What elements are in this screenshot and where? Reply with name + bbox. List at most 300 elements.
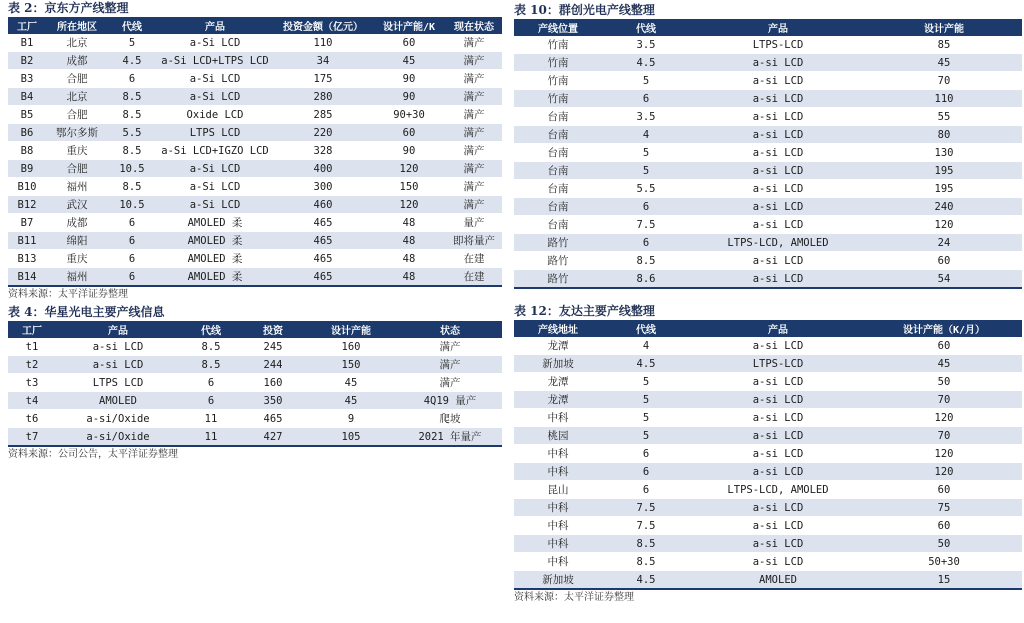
- table-cell: 中科: [514, 517, 602, 535]
- table2-title: 表 2：京东方产线整理: [8, 1, 129, 15]
- table4-header-cell: 状态: [398, 321, 502, 338]
- table-cell: 新加坡: [514, 571, 602, 590]
- table-cell: 合肥: [46, 70, 108, 88]
- table-cell: 台南: [514, 144, 602, 162]
- table-cell: 昆山: [514, 481, 602, 499]
- table-cell: LTPS-LCD, AMOLED: [690, 481, 866, 499]
- table-row: [8, 428, 502, 447]
- table-cell: 爬坡: [398, 410, 502, 428]
- table-cell: 6: [602, 445, 690, 463]
- table-cell: 满产: [446, 106, 502, 124]
- table-cell: B12: [8, 196, 46, 214]
- table2-header-cell: 现在状态: [446, 17, 502, 34]
- table-cell: 6: [180, 392, 242, 410]
- table-cell: t1: [8, 338, 56, 356]
- table-cell: 48: [372, 250, 446, 268]
- table-cell: 4Q19 量产: [398, 392, 502, 410]
- table-cell: a-si LCD: [690, 391, 866, 409]
- table-row: [514, 481, 1022, 499]
- table-cell: 50+30: [866, 553, 1022, 571]
- table-row: [514, 463, 1022, 481]
- table-cell: 90: [372, 70, 446, 88]
- table-cell: 福州: [46, 268, 108, 287]
- table-row: [514, 234, 1022, 252]
- table-cell: 5: [602, 391, 690, 409]
- table12-source: 资料来源：太平洋证券整理: [514, 592, 634, 603]
- table-cell: a-si LCD: [56, 338, 180, 356]
- table-cell: 105: [304, 428, 398, 447]
- table-cell: 465: [274, 214, 372, 232]
- table-cell: a-Si LCD+LTPS LCD: [156, 52, 274, 70]
- table-row: [514, 571, 1022, 590]
- table-cell: 24: [866, 234, 1022, 252]
- table-cell: 465: [274, 250, 372, 268]
- table-row: [8, 356, 502, 374]
- table-cell: 120: [372, 196, 446, 214]
- table-cell: 中科: [514, 535, 602, 553]
- table-cell: 175: [274, 70, 372, 88]
- table-cell: 7.5: [602, 216, 690, 234]
- table-cell: 中科: [514, 499, 602, 517]
- table-cell: 竹南: [514, 90, 602, 108]
- table-cell: 8.5: [602, 252, 690, 270]
- table-cell: 中科: [514, 409, 602, 427]
- table-cell: 5: [602, 427, 690, 445]
- table-cell: a-si LCD: [690, 499, 866, 517]
- table-cell: AMOLED 柔: [156, 214, 274, 232]
- table-cell: B14: [8, 268, 46, 287]
- table-cell: 150: [372, 178, 446, 196]
- table-cell: 90: [372, 142, 446, 160]
- table-cell: a-si LCD: [690, 463, 866, 481]
- table12: [514, 320, 1022, 590]
- table-row: [8, 178, 502, 196]
- table2-header-row: [8, 17, 502, 34]
- table-cell: 460: [274, 196, 372, 214]
- table-cell: 15: [866, 571, 1022, 590]
- table-cell: 55: [866, 108, 1022, 126]
- table-cell: 满产: [446, 124, 502, 142]
- table-cell: 满产: [398, 356, 502, 374]
- table-row: [514, 126, 1022, 144]
- table-cell: 台南: [514, 108, 602, 126]
- table-row: [514, 409, 1022, 427]
- table-cell: 110: [274, 34, 372, 52]
- table-cell: a-si LCD: [690, 180, 866, 198]
- table-cell: 6: [180, 374, 242, 392]
- table-cell: a-si LCD: [690, 445, 866, 463]
- table4-title: 表 4：华星光电主要产线信息: [8, 305, 165, 319]
- table-cell: 台南: [514, 198, 602, 216]
- table-cell: 量产: [446, 214, 502, 232]
- table-cell: LTPS LCD: [56, 374, 180, 392]
- table-cell: a-si LCD: [690, 517, 866, 535]
- table-cell: 350: [242, 392, 304, 410]
- table-row: [514, 180, 1022, 198]
- table-cell: 45: [304, 392, 398, 410]
- table-cell: 160: [304, 338, 398, 356]
- table-cell: B9: [8, 160, 46, 178]
- table-row: [8, 160, 502, 178]
- table-cell: 中科: [514, 553, 602, 571]
- table-cell: a-si LCD: [690, 108, 866, 126]
- table-cell: 130: [866, 144, 1022, 162]
- table-cell: 11: [180, 410, 242, 428]
- table2-header-cell: 产品: [156, 17, 274, 34]
- table-cell: B1: [8, 34, 46, 52]
- table-cell: 路竹: [514, 252, 602, 270]
- table12-body: [514, 337, 1022, 589]
- table-cell: 48: [372, 214, 446, 232]
- table-cell: 6: [602, 234, 690, 252]
- table-cell: 427: [242, 428, 304, 447]
- table-row: [8, 250, 502, 268]
- table-cell: 桃园: [514, 427, 602, 445]
- table10-title: 表 10：群创光电产线整理: [514, 3, 655, 17]
- table-cell: 台南: [514, 126, 602, 144]
- table-cell: 6: [602, 90, 690, 108]
- table4-header-cell: 设计产能: [304, 321, 398, 338]
- table-cell: 75: [866, 499, 1022, 517]
- table-cell: a-si LCD: [690, 409, 866, 427]
- table-cell: a-si LCD: [690, 373, 866, 391]
- table12-header-row: [514, 320, 1022, 337]
- table-cell: 重庆: [46, 250, 108, 268]
- table-cell: t2: [8, 356, 56, 374]
- table-cell: 70: [866, 72, 1022, 90]
- table-cell: a-Si LCD: [156, 196, 274, 214]
- table4-source: 资料来源：公司公告，太平洋证券整理: [8, 449, 178, 460]
- table-cell: a-si LCD: [690, 72, 866, 90]
- table-cell: 在建: [446, 250, 502, 268]
- table-cell: 34: [274, 52, 372, 70]
- table-cell: a-si LCD: [56, 356, 180, 374]
- table-cell: 6: [108, 214, 156, 232]
- table-row: [514, 427, 1022, 445]
- table-row: [514, 108, 1022, 126]
- table-cell: 鄂尔多斯: [46, 124, 108, 142]
- table-cell: 满产: [446, 196, 502, 214]
- table-cell: a-si LCD: [690, 535, 866, 553]
- table-cell: AMOLED: [56, 392, 180, 410]
- table4-header-cell: 工厂: [8, 321, 56, 338]
- table-cell: Oxide LCD: [156, 106, 274, 124]
- table2-section: [8, 0, 502, 303]
- table-cell: 4.5: [108, 52, 156, 70]
- table-cell: 80: [866, 126, 1022, 144]
- table-cell: 7.5: [602, 499, 690, 517]
- table4-header-cell: 投资: [242, 321, 304, 338]
- table-cell: 5: [602, 72, 690, 90]
- table-cell: t3: [8, 374, 56, 392]
- table-cell: 4.5: [602, 54, 690, 72]
- table-cell: a-Si LCD: [156, 34, 274, 52]
- table-row: [514, 252, 1022, 270]
- table-row: [514, 270, 1022, 289]
- table-cell: a-si/Oxide: [56, 410, 180, 428]
- table-cell: t7: [8, 428, 56, 447]
- table-row: [8, 410, 502, 428]
- table2-header-cell: 投资金额（亿元）: [274, 17, 372, 34]
- table-cell: 90+30: [372, 106, 446, 124]
- table-row: [514, 198, 1022, 216]
- table-cell: a-si LCD: [690, 162, 866, 180]
- table-cell: 北京: [46, 88, 108, 106]
- table-cell: 195: [866, 162, 1022, 180]
- table-cell: 5: [602, 144, 690, 162]
- table-cell: 8.5: [108, 106, 156, 124]
- table-cell: 武汉: [46, 196, 108, 214]
- table-cell: B10: [8, 178, 46, 196]
- table-cell: 成都: [46, 52, 108, 70]
- table-cell: 6: [108, 70, 156, 88]
- table-row: [8, 34, 502, 52]
- table-cell: 在建: [446, 268, 502, 287]
- table-cell: 重庆: [46, 142, 108, 160]
- table-cell: 60: [866, 252, 1022, 270]
- table-cell: a-Si LCD: [156, 160, 274, 178]
- table-cell: 45: [866, 355, 1022, 373]
- table-row: [8, 392, 502, 410]
- table-cell: 龙潭: [514, 373, 602, 391]
- table10-header-cell: 代线: [602, 19, 690, 36]
- table-row: [8, 142, 502, 160]
- table12-header-cell: 产线地址: [514, 320, 602, 337]
- table-cell: B2: [8, 52, 46, 70]
- table4-header-row: [8, 321, 502, 338]
- table12-header-cell: 代线: [602, 320, 690, 337]
- table-row: [514, 445, 1022, 463]
- table-cell: B5: [8, 106, 46, 124]
- table-cell: 5: [602, 162, 690, 180]
- table2-header-cell: 工厂: [8, 17, 46, 34]
- table12-header-cell: 产品: [690, 320, 866, 337]
- table2-source: 资料来源：太平洋证券整理: [8, 289, 128, 300]
- table-cell: 满产: [398, 374, 502, 392]
- table-row: [514, 36, 1022, 54]
- table-cell: 成都: [46, 214, 108, 232]
- table-cell: 中科: [514, 463, 602, 481]
- table-cell: 45: [372, 52, 446, 70]
- table-cell: 竹南: [514, 72, 602, 90]
- table-cell: a-Si LCD: [156, 178, 274, 196]
- table-cell: 合肥: [46, 160, 108, 178]
- table-cell: 8.5: [602, 553, 690, 571]
- table-cell: a-si LCD: [690, 126, 866, 144]
- table-cell: 5: [602, 373, 690, 391]
- table10: [514, 19, 1022, 289]
- table-cell: 5.5: [602, 180, 690, 198]
- table-cell: a-si LCD: [690, 427, 866, 445]
- table10-header-row: [514, 19, 1022, 36]
- table-cell: 10.5: [108, 196, 156, 214]
- table-cell: B13: [8, 250, 46, 268]
- table-cell: 245: [242, 338, 304, 356]
- table-row: [514, 162, 1022, 180]
- table-cell: a-si LCD: [690, 54, 866, 72]
- table-row: [514, 373, 1022, 391]
- table-cell: 85: [866, 36, 1022, 54]
- table-cell: 8.6: [602, 270, 690, 289]
- table-cell: 60: [866, 517, 1022, 535]
- table-cell: AMOLED 柔: [156, 232, 274, 250]
- table-cell: 5: [108, 34, 156, 52]
- table-cell: AMOLED 柔: [156, 250, 274, 268]
- table-cell: 即将量产: [446, 232, 502, 250]
- table-cell: 龙潭: [514, 337, 602, 355]
- table-row: [8, 70, 502, 88]
- table-cell: AMOLED 柔: [156, 268, 274, 287]
- table10-header-cell: 产线位置: [514, 19, 602, 36]
- table-row: [514, 517, 1022, 535]
- table-cell: 60: [372, 34, 446, 52]
- table-row: [514, 90, 1022, 108]
- table-cell: B4: [8, 88, 46, 106]
- table-row: [514, 144, 1022, 162]
- table-cell: 465: [274, 268, 372, 287]
- table-cell: B3: [8, 70, 46, 88]
- table-cell: a-si LCD: [690, 198, 866, 216]
- table-cell: a-si LCD: [690, 553, 866, 571]
- table-cell: 8.5: [602, 535, 690, 553]
- table-cell: 9: [304, 410, 398, 428]
- table-row: [8, 232, 502, 250]
- table-cell: 244: [242, 356, 304, 374]
- table-cell: 240: [866, 198, 1022, 216]
- table-cell: 220: [274, 124, 372, 142]
- table-row: [514, 535, 1022, 553]
- table-cell: 竹南: [514, 54, 602, 72]
- table4-header-cell: 代线: [180, 321, 242, 338]
- table4-section: [8, 304, 502, 463]
- table-cell: t4: [8, 392, 56, 410]
- table-cell: 满产: [446, 178, 502, 196]
- table12-header-cell: 设计产能（K/月）: [866, 320, 1022, 337]
- table-cell: 70: [866, 391, 1022, 409]
- table-cell: 120: [866, 445, 1022, 463]
- table-cell: a-si LCD: [690, 270, 866, 289]
- table-cell: 满产: [398, 338, 502, 356]
- table-cell: 4: [602, 337, 690, 355]
- table10-header-cell: 设计产能: [866, 19, 1022, 36]
- table2-body: [8, 34, 502, 286]
- table-cell: AMOLED: [690, 571, 866, 590]
- table-cell: 120: [866, 463, 1022, 481]
- table-cell: a-Si LCD+IGZO LCD: [156, 142, 274, 160]
- table-cell: 300: [274, 178, 372, 196]
- table-row: [8, 88, 502, 106]
- table-row: [8, 106, 502, 124]
- table-row: [8, 268, 502, 287]
- table-cell: 8.5: [108, 88, 156, 106]
- table12-title: 表 12：友达主要产线整理: [514, 304, 655, 318]
- table-cell: LTPS-LCD: [690, 36, 866, 54]
- table-cell: 5: [602, 409, 690, 427]
- table-cell: 4.5: [602, 571, 690, 590]
- table-cell: 6: [602, 463, 690, 481]
- table-cell: 150: [304, 356, 398, 374]
- table-row: [514, 72, 1022, 90]
- table-cell: t6: [8, 410, 56, 428]
- table-cell: 45: [866, 54, 1022, 72]
- table-cell: 6: [602, 481, 690, 499]
- table-cell: 465: [274, 232, 372, 250]
- table2-header-cell: 所在地区: [46, 17, 108, 34]
- table-cell: 60: [372, 124, 446, 142]
- table-cell: 龙潭: [514, 391, 602, 409]
- table-cell: 竹南: [514, 36, 602, 54]
- table4-header-cell: 产品: [56, 321, 180, 338]
- table-cell: a-si LCD: [690, 144, 866, 162]
- table-cell: a-Si LCD: [156, 70, 274, 88]
- table-cell: 160: [242, 374, 304, 392]
- table-cell: 60: [866, 481, 1022, 499]
- table-cell: 195: [866, 180, 1022, 198]
- table-cell: 台南: [514, 162, 602, 180]
- table-row: [8, 214, 502, 232]
- table-cell: 280: [274, 88, 372, 106]
- table-row: [514, 499, 1022, 517]
- table-cell: 中科: [514, 445, 602, 463]
- table-cell: 6: [108, 268, 156, 287]
- table-row: [8, 52, 502, 70]
- table10-header-cell: 产品: [690, 19, 866, 36]
- table-cell: 50: [866, 373, 1022, 391]
- table-cell: 路竹: [514, 270, 602, 289]
- table-cell: 70: [866, 427, 1022, 445]
- table-cell: 8.5: [108, 142, 156, 160]
- table-row: [8, 124, 502, 142]
- table-row: [8, 374, 502, 392]
- table-cell: B11: [8, 232, 46, 250]
- table-cell: 满产: [446, 70, 502, 88]
- table2-header-cell: 代线: [108, 17, 156, 34]
- table4: [8, 321, 502, 447]
- table-cell: 满产: [446, 34, 502, 52]
- table-cell: 50: [866, 535, 1022, 553]
- table-cell: 90: [372, 88, 446, 106]
- table-cell: 台南: [514, 216, 602, 234]
- table-cell: 11: [180, 428, 242, 447]
- table-cell: a-si LCD: [690, 216, 866, 234]
- table-row: [514, 337, 1022, 355]
- table2: [8, 17, 502, 287]
- table-row: [514, 391, 1022, 409]
- table-row: [8, 338, 502, 356]
- table-cell: B6: [8, 124, 46, 142]
- table-cell: 120: [866, 216, 1022, 234]
- table-cell: 10.5: [108, 160, 156, 178]
- table-cell: 新加坡: [514, 355, 602, 373]
- table10-body: [514, 36, 1022, 288]
- table-row: [514, 54, 1022, 72]
- table-cell: 54: [866, 270, 1022, 289]
- table-cell: 328: [274, 142, 372, 160]
- table-cell: 3.5: [602, 108, 690, 126]
- table-cell: a-si LCD: [690, 90, 866, 108]
- table-cell: 8.5: [180, 338, 242, 356]
- table-cell: a-si/Oxide: [56, 428, 180, 447]
- table-row: [514, 216, 1022, 234]
- table-cell: 60: [866, 337, 1022, 355]
- table-cell: 满产: [446, 52, 502, 70]
- table-cell: LTPS-LCD, AMOLED: [690, 234, 866, 252]
- table-cell: 6: [602, 198, 690, 216]
- table-row: [514, 355, 1022, 373]
- table-row: [8, 196, 502, 214]
- table-cell: 45: [304, 374, 398, 392]
- table-cell: 满产: [446, 88, 502, 106]
